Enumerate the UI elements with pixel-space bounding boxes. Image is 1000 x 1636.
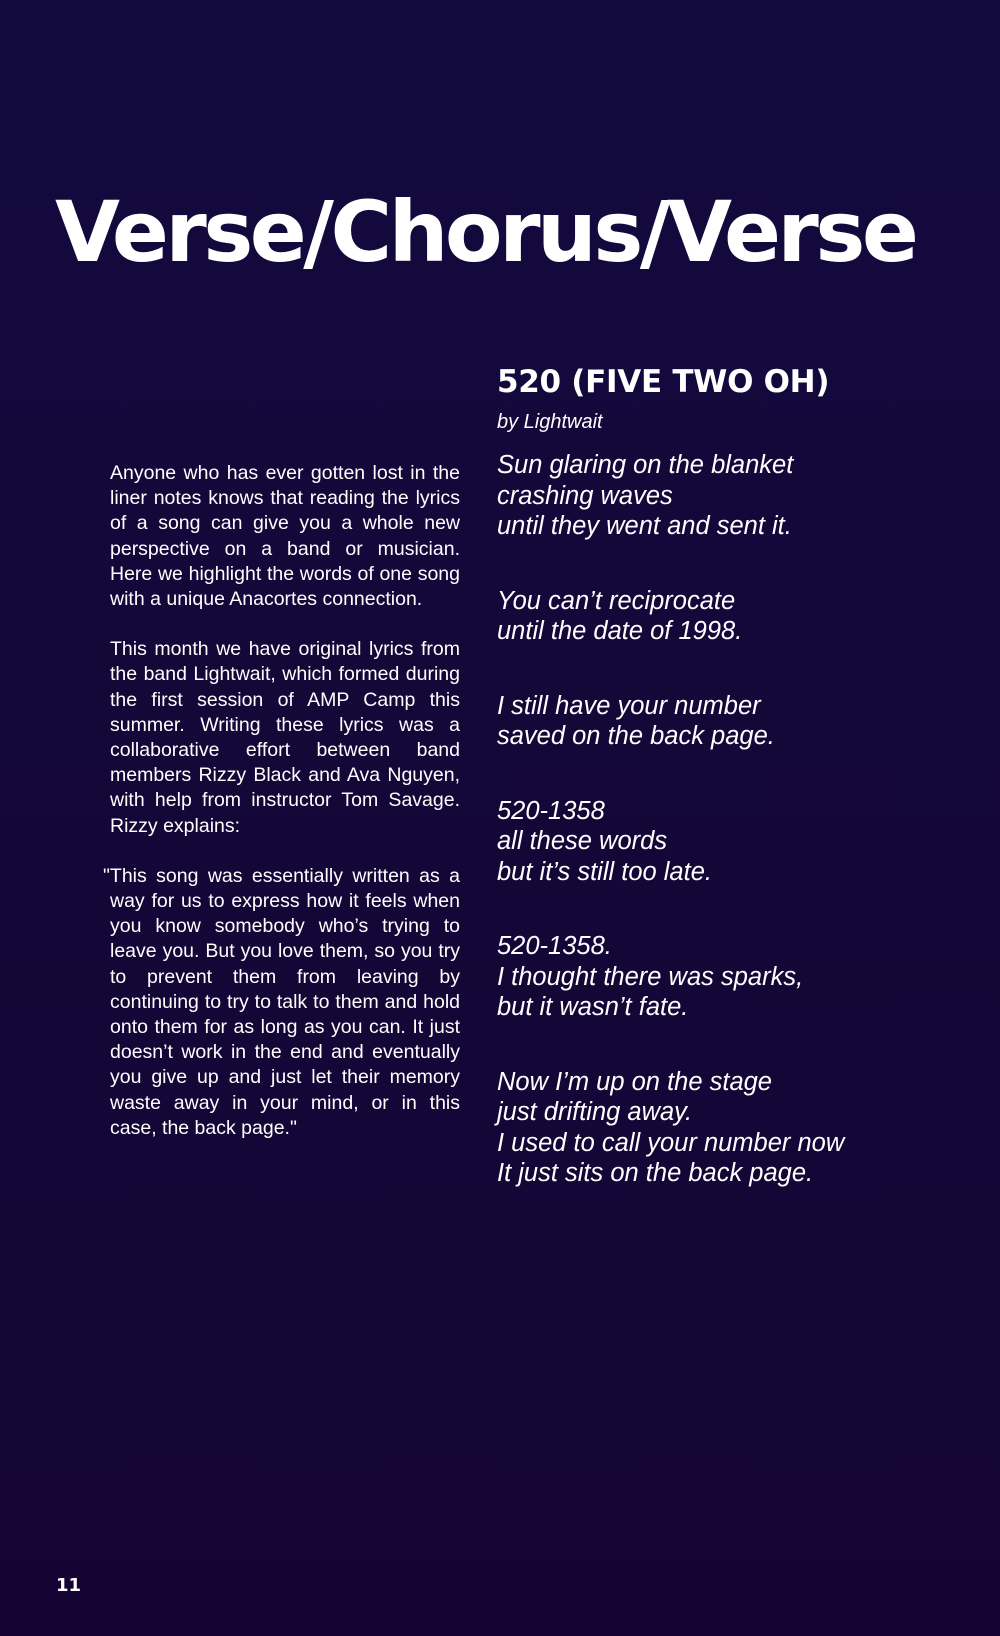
article-intro [103, 461, 460, 1166]
background-paragraph: This month we have original lyrics from the band Lightwait, which formed during the first session of AMP Camp this summer. Writing these lyrics was a collaborative effort between band members Rizzy Black and Ava Nguyen, with help from instructor Tom Savage. Rizzy explains: [110, 638, 460, 837]
lyric-line: 520-1358. [497, 932, 612, 960]
quote-paragraph: "This song was essentially written as a way for us to express how it feels when you know somebody who’s trying to leave you. But you love them, so you try to prevent them from leaving by continuing to try to talk to them and hold onto them for as long as you can. It just doesn’t work in the end and eventually you give up and just let their memory waste away in your mind, or in this case, the back page." [103, 864, 460, 1139]
lyrics-stanza-2 [497, 586, 917, 647]
page-number: 11 [56, 1575, 82, 1596]
lyric-line: I still have your number [497, 691, 761, 720]
lyrics [497, 450, 917, 1189]
lyric-line: saved on the back page. [497, 722, 775, 750]
lyric-line: 520-1358 [497, 796, 605, 825]
lyrics-stanza-5 [497, 931, 917, 1023]
lyric-line: but it’s still too late. [497, 857, 712, 886]
song-lyrics-column [497, 360, 917, 1233]
lyric-line: until they went and sent it. [497, 512, 792, 540]
page-title: Verse/Chorus/Verse [55, 183, 916, 281]
lyrics-stanza-4 [497, 796, 917, 888]
lyric-line: Sun glaring on the blanket [497, 451, 794, 479]
song-byline: by Lightwait [497, 411, 603, 433]
lyric-line: just drifting away. [497, 1098, 693, 1126]
lyric-line: Now I’m up on the stage [497, 1067, 772, 1096]
lyric-line: until the date of 1998. [497, 617, 743, 645]
lyric-line: It just sits on the back page. [497, 1159, 814, 1187]
lyric-line: You can’t reciprocate [497, 586, 736, 615]
song-title: 520 (FIVE TWO OH) [497, 364, 830, 400]
lyric-line: I thought there was sparks, [497, 962, 804, 991]
lyrics-stanza-3 [497, 691, 917, 752]
lyric-line: crashing waves [497, 481, 673, 510]
lyric-line: I used to call your number now [497, 1128, 845, 1157]
lyrics-stanza-1 [497, 450, 917, 542]
intro-paragraph: Anyone who has ever gotten lost in the liner notes knows that reading the lyrics of a song can give you a whole new perspective on a band or musician. Here we highlight the words of one song with a unique Anacortes connection. [110, 462, 460, 611]
lyric-line: all these words [497, 827, 668, 855]
lyrics-stanza-6 [497, 1067, 917, 1189]
lyric-line: but it wasn’t fate. [497, 993, 689, 1021]
